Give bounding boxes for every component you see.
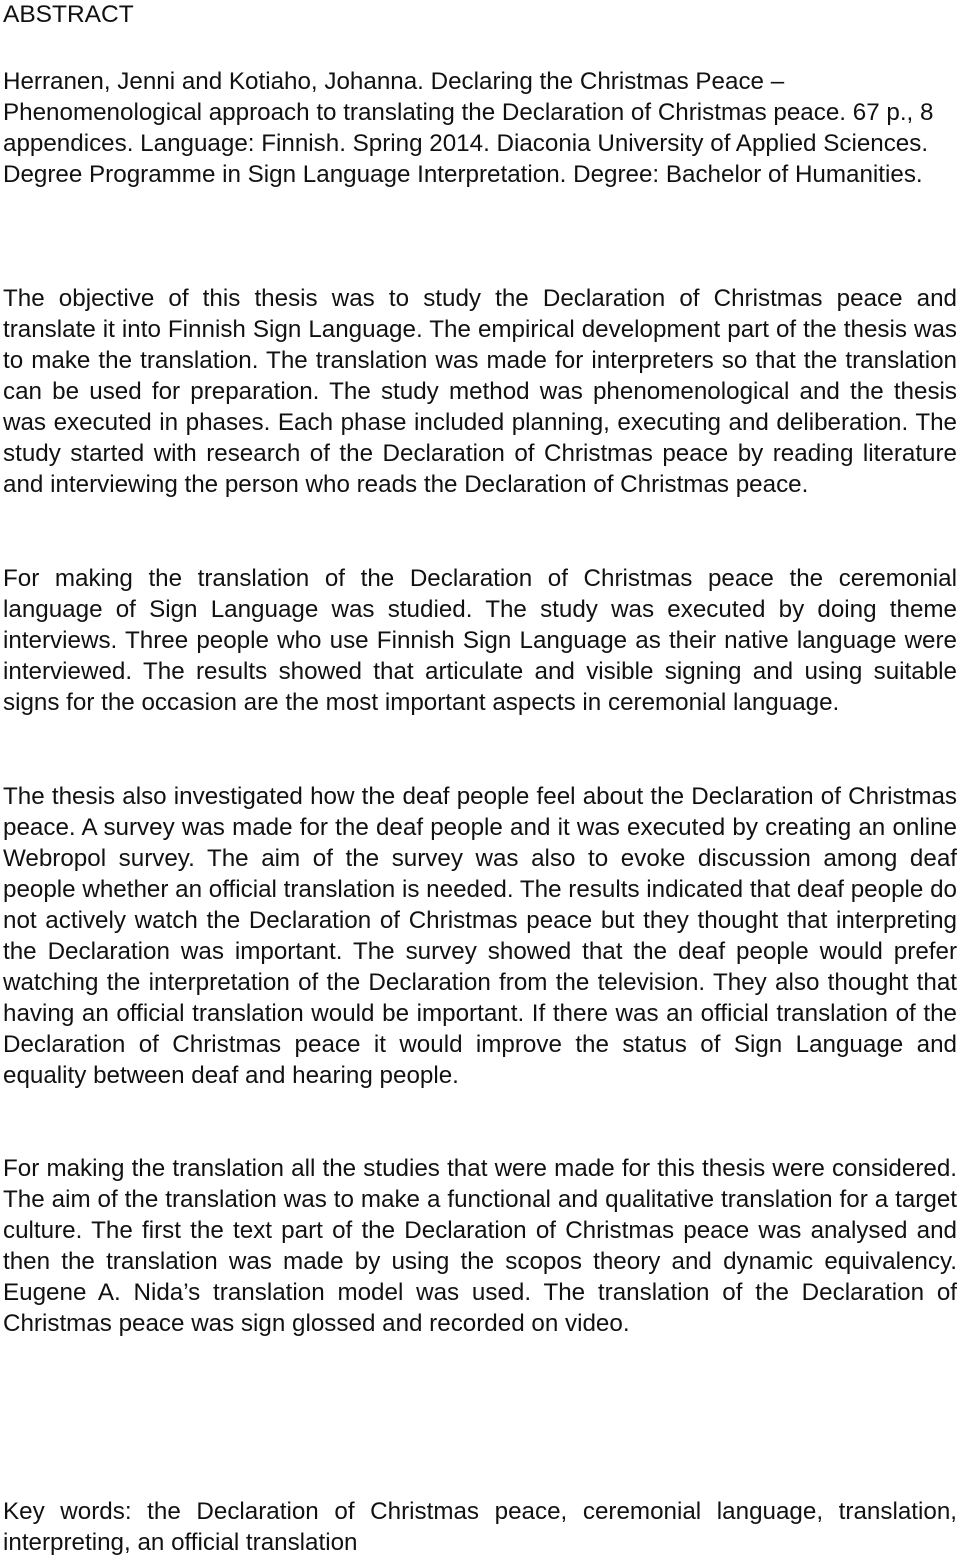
abstract-paragraph-translation: For making the translation all the studies that were made for this thesis were considered. The aim of the translation was to make a functional and qualitative translation for a target culture. The first the text part of the Declaration of Christmas peace was analysed and then the translation was made by using the scopos theory and dynamic equivalency. Eugene A. Nida’s translation model was used. The translation of the Declaration of Christmas peace was sign glossed and recorded on video. <box>3 1155 957 1338</box>
abstract-paragraph-objective: The objective of this thesis was to study the Declaration of Christmas peace and translate it into Finnish Sign Language. The empirical development part of the thesis was to make the translation. The translation was made for interpreters so that the translation can be used for preparation. The study method was phenomenological and the thesis was executed in phases. Each phase included planning, executing and deliberation. The study started with research of the Declaration of Christmas peace by reading literature and interviewing the person who reads the Declaration of Christmas peace. <box>3 285 957 499</box>
abstract-paragraph-ceremonial-language: For making the translation of the Declaration of Christmas peace the ceremonial language of Sign Language was studied. The study was executed by doing theme interviews. Three people who use Finnish Sign Language as their native language were interviewed. The results showed that articulate and visible signing and using suitable signs for the occasion are the most important aspects in ceremonial language. <box>3 565 957 717</box>
keywords-paragraph: Key words: the Declaration of Christmas peace, ceremonial language, translation, interpreting, an official translation <box>3 1498 957 1557</box>
page-title: ABSTRACT <box>3 1 134 28</box>
abstract-paragraph-survey: The thesis also investigated how the deaf people feel about the Declaration of Christmas peace. A survey was made for the deaf people and it was executed by creating an online Webropol survey. The aim of the survey was also to evoke discussion among deaf people whether an official translation is needed. The results indicated that deaf people do not actively watch the Declaration of Christmas peace but they thought that interpreting the Declaration was important. The survey showed that the deaf people would prefer watching the interpretation of the Declaration from the television. They also thought that having an official translation would be important. If there was an official translation of the Declaration of Christmas peace it would improve the status of Sign Language and equality between deaf and hearing people. <box>3 783 957 1090</box>
citation-paragraph: Herranen, Jenni and Kotiaho, Johanna. Declaring the Christmas Peace – Phenomenological approach to translating the Declaration of Christmas peace. 67 p., 8 appendices. Language: Finnish. Spring 2014. Diaconia University of Applied Sciences. Degree Programme in Sign Language Interpretation. Degree: Bachelor of Humanities. <box>3 68 934 189</box>
